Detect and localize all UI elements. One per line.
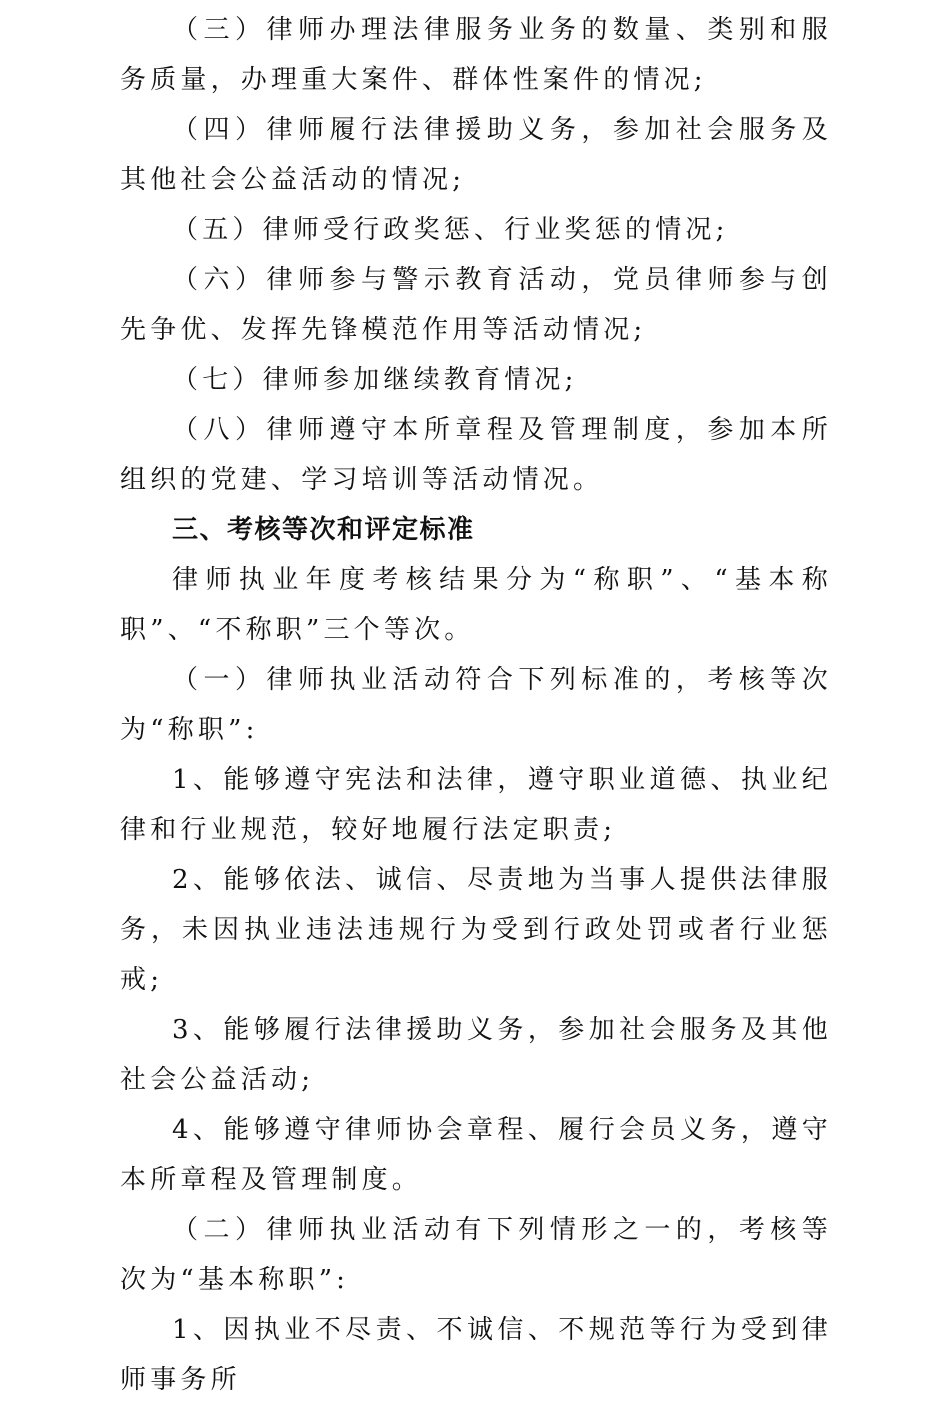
competent-criteria-lead: （一）律师执业活动符合下列标准的，考核等次为“称职”:	[120, 665, 832, 745]
assessment-item-5: （五）律师受行政奖惩、行业奖惩的情况;	[172, 215, 729, 245]
grading-intro: 律师执业年度考核结果分为“称职”、“基本称职”、“不称职”三个等次。	[120, 565, 832, 645]
competent-criterion-1: 1、能够遵守宪法和法律，遵守职业道德、执业纪律和行业规范，较好地履行法定职责;	[120, 765, 832, 845]
assessment-item-3: （三）律师办理法律服务业务的数量、类别和服务质量，办理重大案件、群体性案件的情况;	[120, 15, 832, 95]
basic-competent-criteria-lead: （二）律师执业活动有下列情形之一的，考核等次为“基本称职”:	[120, 1215, 832, 1295]
competent-criterion-3: 3、能够履行法律援助义务，参加社会服务及其他社会公益活动;	[120, 1015, 832, 1095]
assessment-item-6: （六）律师参与警示教育活动，党员律师参与创先争优、发挥先锋模范作用等活动情况;	[120, 265, 832, 345]
document-body	[120, 5, 832, 1405]
section-heading: 三、考核等次和评定标准	[172, 515, 475, 545]
competent-criterion-4: 4、能够遵守律师协会章程、履行会员义务，遵守本所章程及管理制度。	[120, 1115, 832, 1195]
assessment-item-8: （八）律师遵守本所章程及管理制度，参加本所组织的党建、学习培训等活动情况。	[120, 415, 832, 495]
basic-competent-criterion-1: 1、因执业不尽责、不诚信、不规范等行为受到律师事务所	[120, 1315, 832, 1395]
assessment-item-7: （七）律师参加继续教育情况;	[172, 365, 578, 395]
competent-criterion-2: 2、能够依法、诚信、尽责地为当事人提供法律服务，未因执业违法违规行为受到行政处罚或者行业惩戒;	[120, 865, 832, 995]
assessment-item-4: （四）律师履行法律援助义务，参加社会服务及其他社会公益活动的情况;	[120, 115, 832, 195]
